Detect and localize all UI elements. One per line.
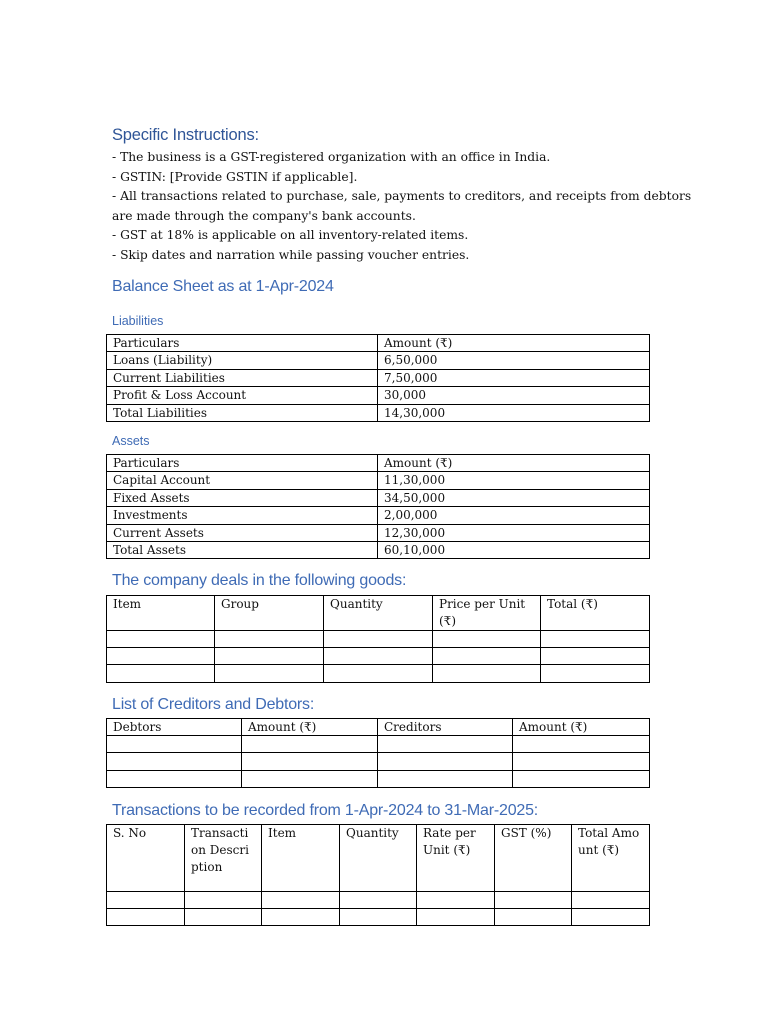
table-header-cell: Transaction Description	[185, 825, 262, 892]
table-row	[107, 892, 650, 909]
table-cell: Capital Account	[107, 472, 378, 489]
table-cell[interactable]	[378, 736, 513, 753]
table-cell[interactable]	[242, 770, 378, 787]
table-cell: Fixed Assets	[107, 489, 378, 506]
transactions-table	[106, 824, 650, 926]
table-cell: 30,000	[378, 387, 650, 404]
creditors-debtors-table	[106, 718, 650, 788]
table-cell[interactable]	[495, 892, 572, 909]
table-row	[107, 909, 650, 926]
table-row	[107, 404, 650, 421]
table-cell[interactable]	[378, 753, 513, 770]
table-cell[interactable]	[324, 648, 433, 665]
table-cell[interactable]	[572, 909, 650, 926]
table-cell: 14,30,000	[378, 404, 650, 421]
table-cell: 7,50,000	[378, 369, 650, 386]
table-cell[interactable]	[417, 892, 495, 909]
instruction-line: - GST at 18% is applicable on all inventory-related items.	[112, 228, 469, 242]
table-cell[interactable]	[541, 631, 650, 648]
table-cell[interactable]	[433, 631, 541, 648]
table-row	[107, 770, 650, 787]
instruction-line: - Skip dates and narration while passing voucher entries.	[112, 247, 470, 262]
table-cell[interactable]	[262, 892, 340, 909]
table-cell[interactable]	[107, 631, 215, 648]
balance-sheet-heading: Balance Sheet as at 1-Apr-2024	[112, 278, 334, 295]
table-header-row	[107, 825, 650, 892]
table-cell[interactable]	[541, 648, 650, 665]
table-cell[interactable]	[417, 909, 495, 926]
table-cell[interactable]	[433, 648, 541, 665]
table-header-cell: Total (₹)	[541, 596, 650, 631]
table-cell: 11,30,000	[378, 472, 650, 489]
table-cell[interactable]	[340, 892, 417, 909]
table-cell[interactable]	[513, 770, 650, 787]
table-cell[interactable]	[107, 665, 215, 682]
table-header-cell: Total Amount (₹)	[572, 825, 650, 892]
table-cell[interactable]	[107, 892, 185, 909]
table-cell: Profit & Loss Account	[107, 387, 378, 404]
table-header-cell: Creditors	[378, 719, 513, 736]
table-cell[interactable]	[215, 648, 324, 665]
table-header-cell: Amount (₹)	[513, 719, 650, 736]
table-header-cell: Price per Unit (₹)	[433, 596, 541, 631]
table-row	[107, 507, 650, 524]
table-row	[107, 524, 650, 541]
liabilities-table	[106, 334, 650, 422]
table-cell[interactable]	[572, 892, 650, 909]
transactions-heading: Transactions to be recorded from 1-Apr-2024 to 31-Mar-2025:	[112, 802, 539, 819]
table-cell[interactable]	[107, 770, 242, 787]
table-cell[interactable]	[107, 648, 215, 665]
table-cell[interactable]	[185, 892, 262, 909]
table-header-cell: Particulars	[107, 455, 378, 472]
table-row	[107, 736, 650, 753]
table-header-cell: Amount (₹)	[242, 719, 378, 736]
table-header-cell: Rate per Unit (₹)	[417, 825, 495, 892]
table-cell[interactable]	[378, 770, 513, 787]
table-cell: Current Assets	[107, 524, 378, 541]
creditors-debtors-heading: List of Creditors and Debtors:	[112, 696, 315, 713]
table-cell[interactable]	[107, 753, 242, 770]
instruction-line: - GSTIN: [Provide GSTIN if applicable].	[112, 169, 358, 184]
table-cell: 12,30,000	[378, 524, 650, 541]
table-cell[interactable]	[262, 909, 340, 926]
table-row	[107, 369, 650, 386]
table-cell[interactable]	[324, 665, 433, 682]
assets-table	[106, 454, 650, 559]
table-header-cell: S. No	[107, 825, 185, 892]
table-header-cell: Debtors	[107, 719, 242, 736]
table-cell: Loans (Liability)	[107, 352, 378, 369]
table-cell[interactable]	[185, 909, 262, 926]
table-cell: 2,00,000	[378, 507, 650, 524]
table-cell[interactable]	[242, 736, 378, 753]
table-cell: 34,50,000	[378, 489, 650, 506]
table-header-row	[107, 335, 650, 352]
table-cell: Total Liabilities	[107, 404, 378, 421]
table-row	[107, 665, 650, 682]
table-cell[interactable]	[513, 753, 650, 770]
table-cell: Investments	[107, 507, 378, 524]
table-row	[107, 489, 650, 506]
table-row	[107, 472, 650, 489]
table-cell: 60,10,000	[378, 541, 650, 558]
table-header-cell: Quantity	[340, 825, 417, 892]
instruction-line: - All transactions related to purchase, sale, payments to creditors, and receipts from debtors	[112, 189, 692, 203]
instructions-heading: Specific Instructions:	[112, 126, 259, 144]
table-header-row	[107, 455, 650, 472]
table-cell[interactable]	[215, 631, 324, 648]
liabilities-heading: Liabilities	[112, 314, 164, 328]
table-cell: 6,50,000	[378, 352, 650, 369]
instruction-line: are made through the company's bank accounts.	[112, 208, 416, 223]
table-header-cell: Item	[107, 596, 215, 631]
table-header-cell: Amount (₹)	[378, 335, 650, 352]
table-cell: Current Liabilities	[107, 369, 378, 386]
table-cell[interactable]	[340, 909, 417, 926]
table-cell[interactable]	[107, 909, 185, 926]
table-cell[interactable]	[513, 736, 650, 753]
table-row	[107, 631, 650, 648]
table-header-cell: Quantity	[324, 596, 433, 631]
goods-heading: The company deals in the following goods:	[112, 572, 407, 589]
table-cell[interactable]	[215, 665, 324, 682]
table-row	[107, 648, 650, 665]
table-row	[107, 541, 650, 558]
goods-table	[106, 595, 650, 683]
table-header-cell: Amount (₹)	[378, 455, 650, 472]
table-header-row	[107, 719, 650, 736]
table-cell[interactable]	[107, 736, 242, 753]
table-header-cell: GST (%)	[495, 825, 572, 892]
table-header-cell: Item	[262, 825, 340, 892]
table-header-cell: Group	[215, 596, 324, 631]
table-header-cell: Particulars	[107, 335, 378, 352]
table-cell[interactable]	[541, 665, 650, 682]
table-cell[interactable]	[433, 665, 541, 682]
assets-heading: Assets	[112, 434, 150, 448]
instruction-line: - The business is a GST-registered organization with an office in India.	[112, 150, 551, 164]
table-row	[107, 387, 650, 404]
table-row	[107, 753, 650, 770]
table-header-row	[107, 596, 650, 631]
instructions-list	[112, 148, 692, 265]
table-cell: Total Assets	[107, 541, 378, 558]
table-cell[interactable]	[495, 909, 572, 926]
table-row	[107, 352, 650, 369]
table-cell[interactable]	[242, 753, 378, 770]
table-cell[interactable]	[324, 631, 433, 648]
